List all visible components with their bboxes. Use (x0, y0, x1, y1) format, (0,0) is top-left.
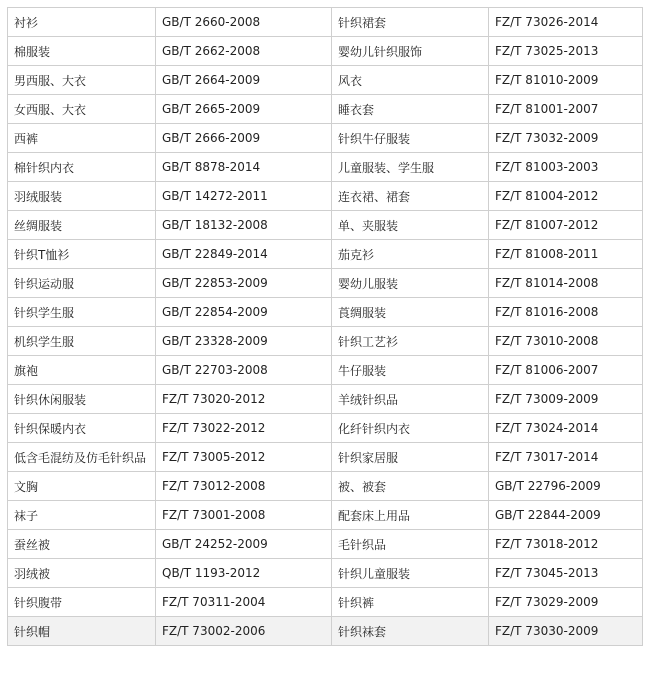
product-name-cell: 被、被套 (332, 472, 489, 501)
product-name-cell: 棉服装 (8, 37, 156, 66)
table-row (8, 327, 643, 356)
product-name-cell: 毛针织品 (332, 530, 489, 559)
standard-code-cell: FZ/T 73022-2012 (156, 414, 332, 443)
standard-code-cell: FZ/T 73024-2014 (489, 414, 643, 443)
product-name-cell: 针织学生服 (8, 298, 156, 327)
table-row (8, 269, 643, 298)
table-row (8, 153, 643, 182)
product-name-cell: 针织保暖内衣 (8, 414, 156, 443)
table-row (8, 414, 643, 443)
product-name-cell: 男西服、大衣 (8, 66, 156, 95)
table-row (8, 8, 643, 37)
product-name-cell: 睡衣套 (332, 95, 489, 124)
product-name-cell: 莨绸服装 (332, 298, 489, 327)
product-name-cell: 棉针织内衣 (8, 153, 156, 182)
standard-code-cell: GB/T 22854-2009 (156, 298, 332, 327)
product-name-cell: 牛仔服装 (332, 356, 489, 385)
product-name-cell: 化纤针织内衣 (332, 414, 489, 443)
standard-code-cell: GB/T 2664-2009 (156, 66, 332, 95)
product-name-cell: 袜子 (8, 501, 156, 530)
standard-code-cell: GB/T 14272-2011 (156, 182, 332, 211)
product-name-cell: 女西服、大衣 (8, 95, 156, 124)
product-name-cell: 针织裙套 (332, 8, 489, 37)
product-name-cell: 针织帽 (8, 617, 156, 646)
standard-code-cell: GB/T 22796-2009 (489, 472, 643, 501)
table-row (8, 443, 643, 472)
product-name-cell: 低含毛混纺及仿毛针织品 (8, 443, 156, 472)
product-name-cell: 针织牛仔服装 (332, 124, 489, 153)
standard-code-cell: GB/T 22849-2014 (156, 240, 332, 269)
standard-code-cell: FZ/T 81003-2003 (489, 153, 643, 182)
table-row (8, 298, 643, 327)
table-row (8, 211, 643, 240)
standard-code-cell: QB/T 1193-2012 (156, 559, 332, 588)
product-name-cell: 针织运动服 (8, 269, 156, 298)
standard-code-cell: FZ/T 81008-2011 (489, 240, 643, 269)
standard-code-cell: FZ/T 73005-2012 (156, 443, 332, 472)
product-name-cell: 旗袍 (8, 356, 156, 385)
product-name-cell: 针织家居服 (332, 443, 489, 472)
standard-code-cell: FZ/T 73017-2014 (489, 443, 643, 472)
product-name-cell: 羽绒服装 (8, 182, 156, 211)
standard-code-cell: GB/T 22853-2009 (156, 269, 332, 298)
product-name-cell: 风衣 (332, 66, 489, 95)
table-row (8, 37, 643, 66)
table-row (8, 124, 643, 153)
standard-code-cell: FZ/T 73010-2008 (489, 327, 643, 356)
table-row (8, 501, 643, 530)
product-name-cell: 机织学生服 (8, 327, 156, 356)
standard-code-cell: FZ/T 73032-2009 (489, 124, 643, 153)
table-row (8, 559, 643, 588)
standard-code-cell: FZ/T 73018-2012 (489, 530, 643, 559)
standard-code-cell: GB/T 22844-2009 (489, 501, 643, 530)
standard-code-cell: FZ/T 81010-2009 (489, 66, 643, 95)
standard-code-cell: GB/T 24252-2009 (156, 530, 332, 559)
standard-code-cell: FZ/T 73020-2012 (156, 385, 332, 414)
standard-code-cell: FZ/T 70311-2004 (156, 588, 332, 617)
table-row (8, 240, 643, 269)
table-row (8, 472, 643, 501)
product-name-cell: 连衣裙、裙套 (332, 182, 489, 211)
standard-code-cell: GB/T 2665-2009 (156, 95, 332, 124)
product-name-cell: 配套床上用品 (332, 501, 489, 530)
table-row (8, 385, 643, 414)
product-name-cell: 针织工艺衫 (332, 327, 489, 356)
standard-code-cell: FZ/T 81004-2012 (489, 182, 643, 211)
standard-code-cell: GB/T 2660-2008 (156, 8, 332, 37)
standard-code-cell: FZ/T 73001-2008 (156, 501, 332, 530)
table-row (8, 356, 643, 385)
table-row (8, 95, 643, 124)
product-name-cell: 衬衫 (8, 8, 156, 37)
product-name-cell: 针织裤 (332, 588, 489, 617)
standard-code-cell: GB/T 2662-2008 (156, 37, 332, 66)
standard-code-cell: FZ/T 81001-2007 (489, 95, 643, 124)
standard-code-cell: FZ/T 81006-2007 (489, 356, 643, 385)
table-row (8, 530, 643, 559)
product-name-cell: 羊绒针织品 (332, 385, 489, 414)
product-name-cell: 单、夹服装 (332, 211, 489, 240)
product-name-cell: 针织休闲服装 (8, 385, 156, 414)
standard-code-cell: GB/T 2666-2009 (156, 124, 332, 153)
product-name-cell: 婴幼儿服装 (332, 269, 489, 298)
product-name-cell: 西裤 (8, 124, 156, 153)
standard-code-cell: FZ/T 73009-2009 (489, 385, 643, 414)
table-row (8, 66, 643, 95)
product-name-cell: 羽绒被 (8, 559, 156, 588)
standard-code-cell: FZ/T 73025-2013 (489, 37, 643, 66)
product-name-cell: 针织袜套 (332, 617, 489, 646)
standards-table-body (8, 8, 643, 646)
standard-code-cell: FZ/T 73030-2009 (489, 617, 643, 646)
standard-code-cell: GB/T 18132-2008 (156, 211, 332, 240)
table-row (8, 588, 643, 617)
standard-code-cell: FZ/T 73012-2008 (156, 472, 332, 501)
product-name-cell: 针织腹带 (8, 588, 156, 617)
standard-code-cell: FZ/T 73045-2013 (489, 559, 643, 588)
standard-code-cell: FZ/T 81007-2012 (489, 211, 643, 240)
standards-table (7, 7, 643, 646)
product-name-cell: 蚕丝被 (8, 530, 156, 559)
product-name-cell: 茄克衫 (332, 240, 489, 269)
product-name-cell: 针织儿童服装 (332, 559, 489, 588)
product-name-cell: 丝绸服装 (8, 211, 156, 240)
product-name-cell: 文胸 (8, 472, 156, 501)
product-name-cell: 婴幼儿针织服饰 (332, 37, 489, 66)
standard-code-cell: FZ/T 81016-2008 (489, 298, 643, 327)
standard-code-cell: FZ/T 73026-2014 (489, 8, 643, 37)
product-name-cell: 针织T恤衫 (8, 240, 156, 269)
table-row (8, 182, 643, 211)
standard-code-cell: GB/T 22703-2008 (156, 356, 332, 385)
standard-code-cell: GB/T 23328-2009 (156, 327, 332, 356)
standard-code-cell: FZ/T 73002-2006 (156, 617, 332, 646)
standard-code-cell: FZ/T 73029-2009 (489, 588, 643, 617)
table-row (8, 617, 643, 646)
standard-code-cell: GB/T 8878-2014 (156, 153, 332, 182)
product-name-cell: 儿童服装、学生服 (332, 153, 489, 182)
standard-code-cell: FZ/T 81014-2008 (489, 269, 643, 298)
